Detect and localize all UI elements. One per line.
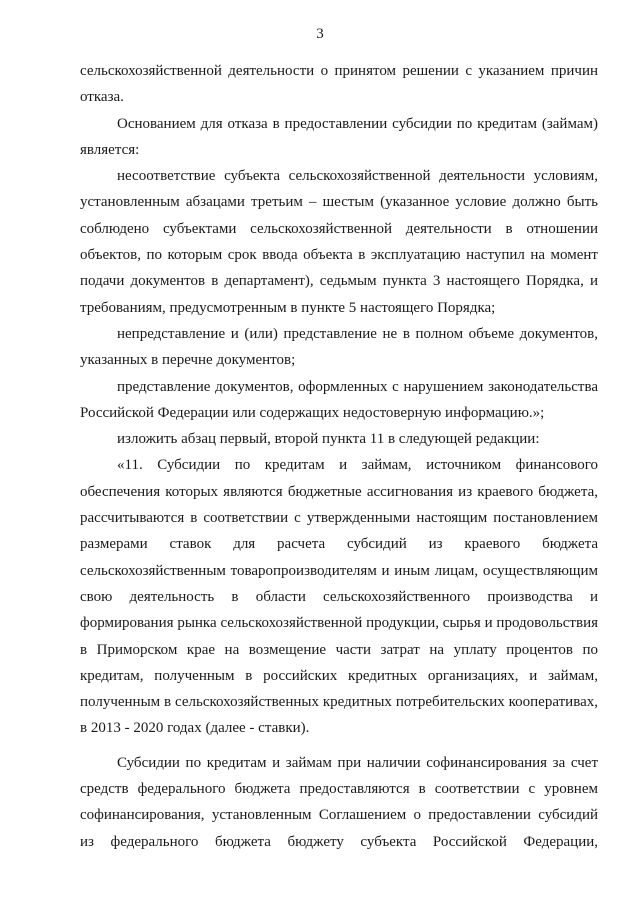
paragraph-clause-11: «11. Субсидии по кредитам и займам, источником финансового обеспечения которых являются бюджетные ассигнования из краевого бюджета, рассчитываются в соответствии с утвержденными настоящим постановлением размерами ставок для расчета субсидий из краевого бюджета сельскохозяйственным товаропроизводителям и иным лицам, осуществляющим свою деятельность в области сельскохозяйственного производства и формирования рынка сельскохозяйственной продукции, сырья и продовольствия в Приморском крае на возмещение части затрат на уплату процентов по кредитам, полученным в российских кредитных организациях, и займам, полученным в сельскохозяйственных кредитных потребительских кооперативах, в 2013 - 2020 годах (далее - ставки). xyxy=(80,457,598,737)
paragraph-ground-noncompliance: несоответствие субъекта сельскохозяйственной деятельности условиям, установленным абзацами третьим – шестым (указанное условие должно быть соблюдено субъектами сельскохозяйственной деятельности в отношении объектов, по которым срок ввода объекта в эксплуатацию наступил на момент подачи документов в департамент), седьмым пункта 3 настоящего Порядка, и требованиям, предусмотренным в пункте 5 настоящего Порядка; xyxy=(80,168,598,316)
paragraph-refusal-notice: сельскохозяйственной деятельности о принятом решении с указанием причин отказа. xyxy=(80,63,598,106)
document-body xyxy=(80,58,598,855)
paragraph-ground-invalid-documents: представление документов, оформленных с нарушением законодательства Российской Федерации или содержащих недостоверную информацию.»; xyxy=(80,378,598,421)
paragraph-ground-documents-missing: непредставление и (или) представление не в полном объеме документов, указанных в перечне документов; xyxy=(80,325,598,369)
paragraph-amendment-instruction: изложить абзац первый, второй пункта 11 в следующей редакции: xyxy=(117,431,540,448)
page-number: 3 xyxy=(316,26,324,42)
paragraph-cofinancing: Субсидии по кредитам и займам при наличии софинансирования за счет средств федерального бюджета предоставляются в соответствии с уровнем софинансирования, установленным Соглашением о предоставлении субсидий из федерального бюджета бюджету субъекта Российской Федерации, xyxy=(80,754,598,850)
paragraph-refusal-grounds-intro: Основанием для отказа в предоставлении субсидии по кредитам (займам) является: xyxy=(80,115,598,158)
